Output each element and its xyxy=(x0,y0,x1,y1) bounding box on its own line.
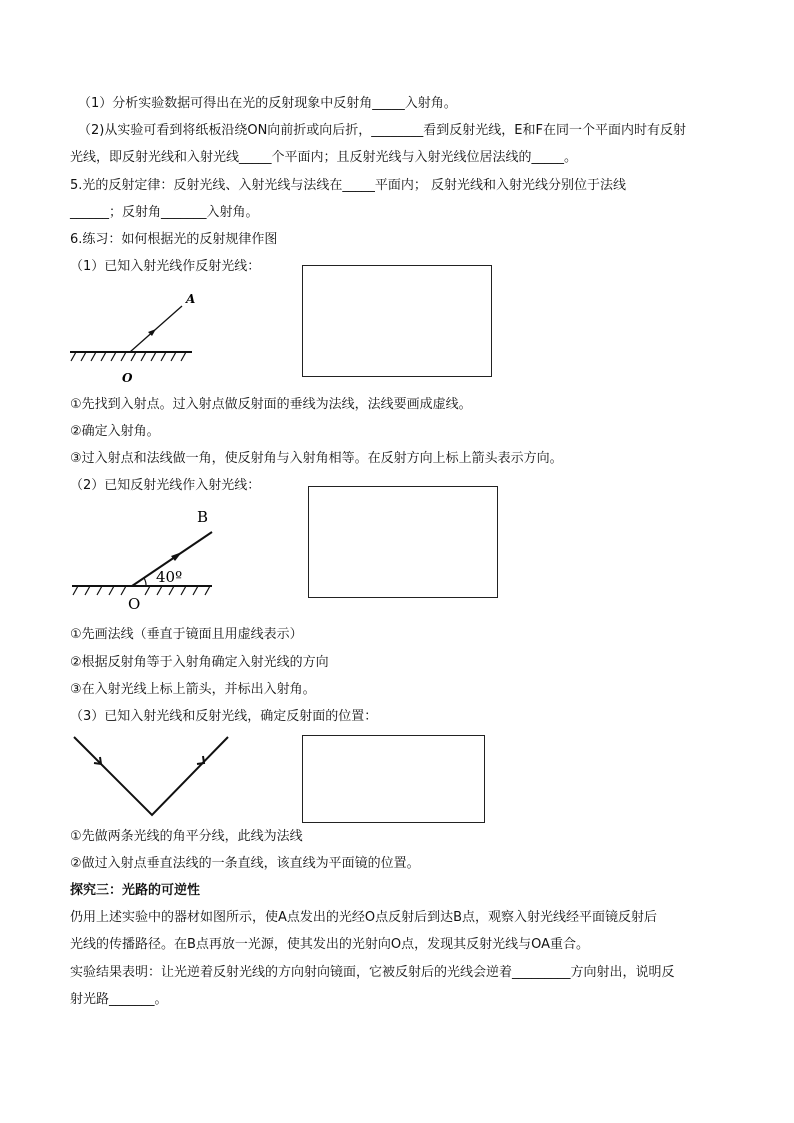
incident-and-reflected-rays xyxy=(74,737,228,815)
practice-1-title: （1）已知入射光线作反射光线： xyxy=(70,259,261,274)
practice-2-step-2: ②根据反射角等于入射角确定入射光线的方向 xyxy=(70,655,329,670)
reflection-law-line-2: ______；反射角_______入射角。 xyxy=(70,205,259,220)
practice-2-step-1: ①先画法线（垂直于镜面且用虚线表示） xyxy=(70,627,303,642)
figure-reflected-ray xyxy=(70,505,220,615)
reflection-law-line-1: 5.光的反射定律：反射光线、入射光线与法线在_____平面内； 反射光线和入射光线分别位于法线 xyxy=(70,178,627,193)
practice-3-title: （3）已知入射光线和反射光线，确定反射面的位置： xyxy=(70,709,378,724)
practice-1-step-2: ②确定入射角。 xyxy=(70,424,160,439)
label-a: A xyxy=(186,292,196,306)
reflected-arrow xyxy=(197,756,204,764)
answer-box-3[interactable] xyxy=(302,735,485,823)
explore-3-line-1: 仍用上述实验中的器材如图所示，使A点发出的光经O点反射后到达B点，观察入射光线经平面镜反射后 xyxy=(70,910,658,925)
practice-1-step-1: ①先找到入射点。过入射点做反射面的垂线为法线，法线要画成虚线。 xyxy=(70,397,472,412)
angle-label: 40º xyxy=(156,568,183,586)
explore-3-heading: 探究三：光路的可逆性 xyxy=(70,883,201,898)
explore-3-line-2: 光线的传播路径。在B点再放一光源，使其发出的光射向O点，发现其反射光线与OA重合。 xyxy=(70,937,590,952)
answer-box-1[interactable] xyxy=(302,265,492,377)
answer-box-2[interactable] xyxy=(308,486,498,598)
question-2-line-1: （2)从实验可看到将纸板沿绕ON向前折或向后折，________看到反射光线，E和F在同一个平面内时有反射 xyxy=(78,123,686,138)
figure-incident-ray xyxy=(70,288,200,388)
explore-3-line-3: 实验结果表明：让光逆着反射光线的方向射向镜面，它被反射后的光线会逆着_________方向射出，说明反 xyxy=(70,965,675,980)
mirror-hatching xyxy=(71,352,186,361)
mirror-hatching xyxy=(73,586,210,595)
practice-2-step-3: ③在入射光线上标上箭头，并标出入射角。 xyxy=(70,682,316,697)
angle-arc xyxy=(144,578,146,586)
question-1: （1）分析实验数据可得出在光的反射现象中反射角_____入射角。 xyxy=(78,96,457,111)
label-b: B xyxy=(197,508,209,526)
practice-heading: 6.练习：如何根据光的反射规律作图 xyxy=(70,232,278,247)
explore-3-line-4: 射光路_______。 xyxy=(70,992,168,1007)
label-o: O xyxy=(122,371,133,385)
question-2-line-2: 光线，即反射光线和入射光线_____个平面内；且反射光线与入射光线位居法线的_____。 xyxy=(70,150,578,165)
figure-v-rays xyxy=(70,733,235,818)
label-o: O xyxy=(128,595,141,613)
practice-2-title: （2）已知反射光线作入射光线： xyxy=(70,478,261,493)
practice-3-step-1: ①先做两条光线的角平分线，此线为法线 xyxy=(70,829,303,844)
practice-3-step-2: ②做过入射点垂直法线的一条直线，该直线为平面镜的位置。 xyxy=(70,856,420,871)
practice-1-step-3: ③过入射点和法线做一角，使反射角与入射角相等。在反射方向上标上箭头表示方向。 xyxy=(70,451,563,466)
